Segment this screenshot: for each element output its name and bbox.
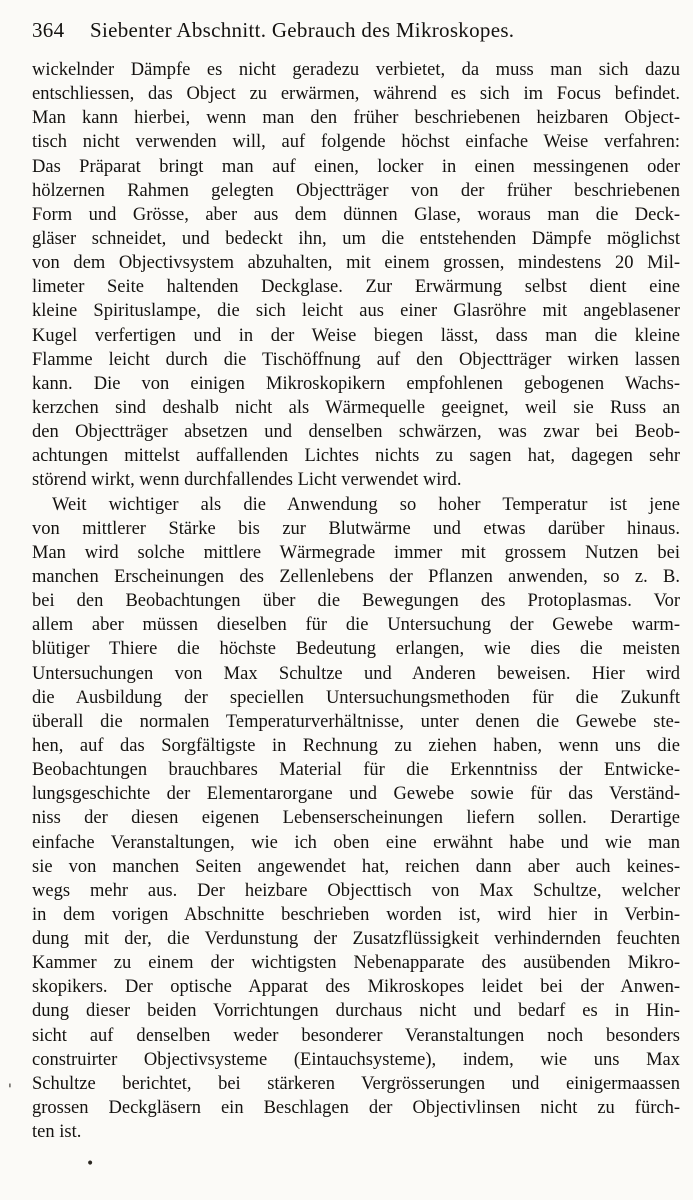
text-line: entschliessen, das Object zu erwärmen, während es sich im Focus befindet. bbox=[32, 84, 680, 105]
text-line: Flamme leicht durch die Tischöffnung auf den Objectträger wirken lassen bbox=[32, 349, 680, 370]
text-line: grossen Deckgläsern ein Beschlagen der Objectivlinsen nicht zu fürch- bbox=[32, 1098, 680, 1119]
text-line: dung mit der, die Verdunstung der Zusatzflüssigkeit verhindernden feuchten bbox=[32, 929, 680, 950]
text-line: dung dieser beiden Vorrichtungen durchaus nicht und bedarf es in Hin- bbox=[32, 1001, 680, 1022]
text-line: tisch nicht verwenden will, auf folgende höchst einfache Weise verfahren: bbox=[32, 132, 680, 153]
text-line: bei den Beobachtungen über die Bewegungen des Protoplasmas. Vor bbox=[32, 591, 680, 612]
text-line: überall die normalen Temperaturverhältnisse, unter denen die Gewebe ste- bbox=[32, 711, 680, 732]
text-line: lungsgeschichte der Elementarorgane und Gewebe sowie für das Verständ- bbox=[32, 784, 680, 805]
text-line: limeter Seite haltenden Deckglase. Zur Erwärmung selbst dient eine bbox=[32, 277, 680, 298]
text-line: Das Präparat bringt man auf einen, locker in einen messingenen oder bbox=[32, 156, 680, 177]
paragraph-first-line: Weit wichtiger als die Anwendung so hoher Temperatur ist jene bbox=[52, 494, 680, 515]
text-line: von mittlerer Stärke bis zur Blutwärme und etwas darüber hinaus. bbox=[32, 518, 680, 539]
text-line: wegs mehr aus. Der heizbare Objecttisch von Max Schultze, welcher bbox=[32, 880, 680, 901]
text-line: gläser schneidet, und bedeckt ihn, um die entstehenden Dämpfe möglichst bbox=[32, 228, 680, 249]
text-line: allem aber müssen dieselben für die Untersuchung der Gewebe warm- bbox=[32, 615, 680, 636]
running-head: Siebenter Abschnitt. Gebrauch des Mikroskopes. bbox=[89, 18, 515, 42]
text-line: den Objectträger absetzen und denselben schwärzen, was zwar bei Beob- bbox=[32, 422, 680, 443]
text-line: Man wird solche mittlere Wärmegrade immer mit grossem Nutzen bei bbox=[32, 542, 680, 563]
text-line: kann. Die von einigen Mikroskopikern empfohlenen gebogenen Wachs- bbox=[32, 373, 680, 394]
text-line: construirter Objectivsysteme (Eintauchsysteme), indem, wie uns Max bbox=[32, 1049, 680, 1070]
text-line: von dem Objectivsystem abzuhalten, mit einem grossen, mindestens 20 Mil- bbox=[32, 253, 680, 274]
text-line: ten ist. bbox=[32, 1122, 82, 1143]
text-line: Kammer zu einem der wichtigsten Nebenapparate des ausübenden Mikro- bbox=[32, 953, 680, 974]
text-line: Untersuchungen von Max Schultze und Anderen beweisen. Hier wird bbox=[32, 663, 680, 684]
text-line: Beobachtungen brauchbares Material für die Erkenntniss der Entwicke- bbox=[32, 760, 680, 781]
text-line: sicht auf denselben weder besonderer Veranstaltungen noch besonders bbox=[32, 1025, 680, 1046]
text-line: Schultze berichtet, bei stärkeren Vergrösserungen und einigermaassen bbox=[32, 1073, 680, 1094]
text-line: hen, auf das Sorgfältigste in Rechnung zu ziehen haben, wenn uns die bbox=[32, 735, 680, 756]
text-line: die Ausbildung der speciellen Untersuchungsmethoden für die Zukunft bbox=[32, 687, 680, 708]
text-line: niss der diesen eigenen Lebenserscheinungen liefern sollen. Derartige bbox=[32, 808, 680, 829]
text-line: achtungen mittelst auffallenden Lichtes nichts zu sagen hat, dagegen sehr bbox=[32, 446, 680, 467]
margin-mark: ' bbox=[8, 1082, 12, 1098]
text-line: wickelnder Dämpfe es nicht geradezu verbietet, da muss man sich dazu bbox=[32, 60, 680, 80]
text-line: kerzchen sind deshalb nicht als Wärmequelle geeignet, weil sie Russ an bbox=[32, 397, 680, 418]
text-line: Man kann hierbei, wenn man den früher beschriebenen heizbaren Object- bbox=[32, 108, 680, 129]
text-line: skopikers. Der optische Apparat des Mikroskopes leidet bei der Anwen- bbox=[32, 977, 680, 998]
text-line: sie von manchen Seiten angewendet hat, reichen dann aber auch keines- bbox=[32, 856, 680, 877]
text-line: Kugel verfertigen und in der Weise biegen lässt, dass man die kleine bbox=[32, 325, 680, 346]
text-line: manchen Erscheinungen des Zellenlebens der Pflanzen anwenden, so z. B. bbox=[32, 566, 680, 587]
text-line: hölzernen Rahmen gelegten Objectträger von der früher beschriebenen bbox=[32, 180, 680, 201]
page-header bbox=[32, 18, 652, 48]
text-line: einfache Veranstaltungen, wie ich oben eine erwähnt habe und wie man bbox=[32, 832, 680, 853]
text-line: störend wirkt, wenn durchfallendes Licht verwendet wird. bbox=[32, 470, 462, 491]
print-speck: • bbox=[86, 1156, 95, 1172]
text-line: Form und Grösse, aber aus dem dünnen Glase, woraus man die Deck- bbox=[32, 204, 680, 225]
text-line: in dem vorigen Abschnitte beschrieben worden ist, wird hier in Verbin- bbox=[32, 904, 680, 925]
text-line: blütiger Thiere die höchste Bedeutung erlangen, wie dies die meisten bbox=[32, 639, 680, 660]
page-number: 364 bbox=[32, 18, 65, 42]
text-line: kleine Spirituslampe, die sich leicht aus einer Glasröhre mit angeblasener bbox=[32, 301, 680, 322]
body-text bbox=[32, 58, 680, 1144]
